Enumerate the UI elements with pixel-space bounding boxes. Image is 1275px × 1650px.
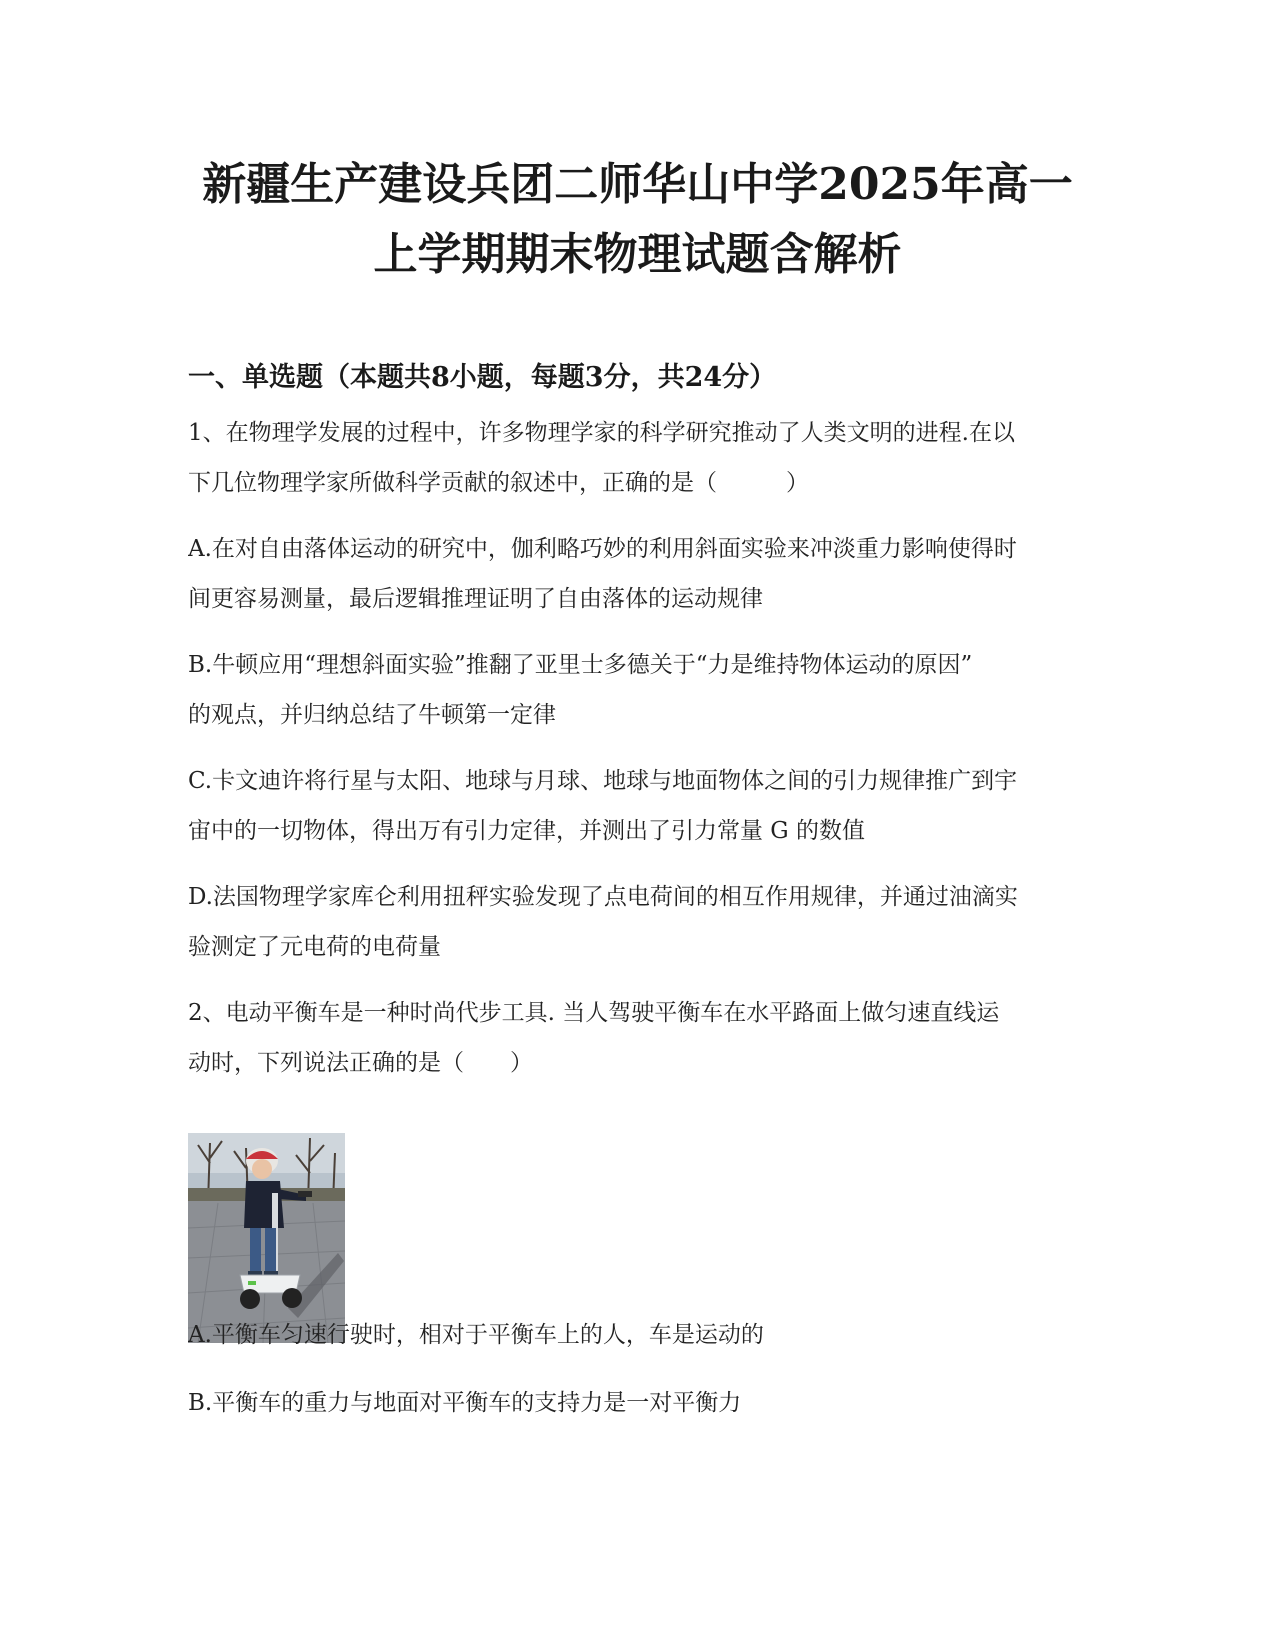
option-text-line-1: B.牛顿应用“理想斜面实验”推翻了亚里士多德关于“力是维持物体运动的原因” — [188, 652, 973, 678]
option-text-line-1: C.卡文迪许将行星与太阳、地球与月球、地球与地面物体之间的引力规律推广到宇 — [188, 768, 1018, 794]
question-1-option-d — [188, 872, 1093, 972]
question-2-option-a — [188, 1310, 1093, 1360]
question-1-stem-line-1: 1、在物理学发展的过程中，许多物理学家的科学研究推动了人类文明的进程.在以 — [188, 420, 1015, 446]
question-1-option-a — [188, 524, 1093, 624]
question-1-option-c — [188, 756, 1093, 856]
option-text-line-1: A.平衡车匀速行驶时，相对于平衡车上的人，车是运动的 — [188, 1322, 764, 1348]
section-heading: 一、单选题（本题共8小题，每题3分，共24分） — [188, 362, 777, 393]
option-text-line-2: 间更容易测量，最后逻辑推理证明了自由落体的运动规律 — [188, 586, 763, 612]
option-text-line-1: B.平衡车的重力与地面对平衡车的支持力是一对平衡力 — [188, 1390, 742, 1416]
question-2-stem-line-1: 2、电动平衡车是一种时尚代步工具. 当人驾驶平衡车在水平路面上做匀速直线运 — [188, 1000, 1000, 1026]
option-text-line-2: 验测定了元电荷的电荷量 — [188, 934, 441, 960]
question-2-stem — [188, 988, 1093, 1088]
option-text-line-2: 宙中的一切物体，得出万有引力定律，并测出了引力常量 G 的数值 — [188, 818, 865, 844]
question-1-stem — [188, 408, 1093, 508]
option-text-line-1: A.在对自由落体运动的研究中，伽利略巧妙的利用斜面实验来冲淡重力影响使得时 — [188, 536, 1017, 562]
question-2-stem-line-2: 动时，下列说法正确的是（ ） — [188, 1050, 533, 1076]
question-1-stem-line-2: 下几位物理学家所做科学贡献的叙述中，正确的是（ ） — [188, 470, 809, 496]
title-line-1: 新疆生产建设兵团二师华山中学2025年高一 — [202, 159, 1073, 210]
option-text-line-2: 的观点，并归纳总结了牛顿第一定律 — [188, 702, 556, 728]
question-1-option-b — [188, 640, 1093, 740]
option-text-line-1: D.法国物理学家库仑利用扭秤实验发现了点电荷间的相互作用规律，并通过油滴实 — [188, 884, 1018, 910]
question-2-option-b — [188, 1378, 1093, 1428]
title-line-2: 上学期期末物理试题含解析 — [373, 229, 902, 280]
document-title — [150, 150, 1125, 290]
